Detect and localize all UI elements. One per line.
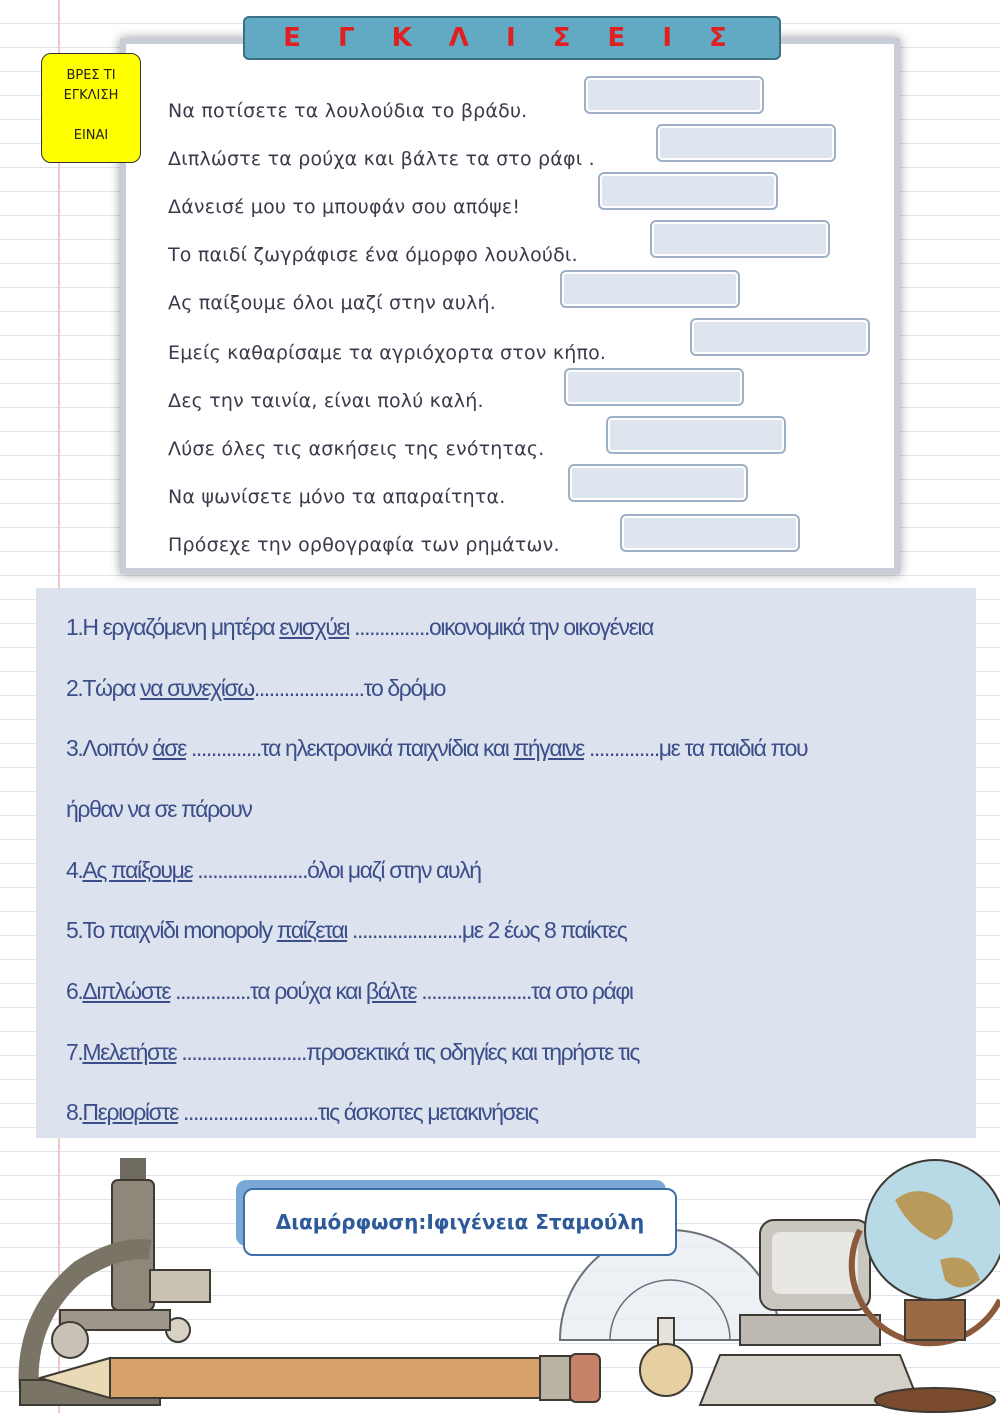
fill-line-4: 4.Ας παίξουμε ......................όλοι μαζί στην αυλή (66, 857, 481, 883)
note-line-2: ΕΓΚΛΙΣΗ (63, 88, 119, 103)
verb-4: Ας παίξουμε (82, 857, 193, 883)
pencil-icon (40, 1354, 600, 1402)
fill-line-7: 7.Μελετήστε .........................προσεκτικά τις οδηγίες και τηρήστε τις (66, 1039, 640, 1065)
verb-7: Μελετήστε (82, 1039, 177, 1065)
verb-8: Περιορίστε (82, 1099, 178, 1125)
verb-3b: πήγαινε (513, 735, 584, 761)
answer-box-9[interactable] (568, 464, 748, 502)
note-line-1: ΒΡΕΣ ΤΙ (66, 68, 116, 83)
page-title: Ε Γ Κ Λ Ι Σ Ε Ι Σ (283, 23, 741, 53)
sentence-6: Εμείς καθαρίσαμε τα αγριόχορτα στον κήπο. (168, 342, 607, 364)
exercise-panel (120, 38, 900, 574)
answer-box-2[interactable] (656, 124, 836, 162)
instruction-note (41, 53, 141, 163)
answer-box-10[interactable] (620, 514, 800, 552)
fill-line-3: 3.Λοιπόν άσε ..............τα ηλεκτρονικά παιχνίδια και πήγαινε ..............με τα παιδιά που (66, 735, 808, 761)
note-line-3: ΕΙΝΑΙ (73, 128, 109, 143)
answer-box-7[interactable] (564, 368, 744, 406)
fill-line-8: 8.Περιορίστε ...........................τις άσκοπες μετακινήσεις (66, 1099, 538, 1125)
fill-line-2: 2.Τώρα να συνεχίσω......................το δρόμο (66, 675, 446, 701)
sentence-8: Λύσε όλες τις ασκήσεις της ενότητας. (168, 438, 545, 460)
verb-1: ενισχύει (279, 614, 350, 640)
sentence-5: Ας παίξουμε όλοι μαζί στην αυλή. (168, 292, 496, 314)
verb-2: να συνεχίσω (140, 675, 254, 701)
verb-3a: άσε (152, 735, 186, 761)
fill-in-panel (36, 588, 976, 1138)
fill-line-5: 5.Το παιχνίδι monopoly παίζεται ......................με 2 έως 8 παίκτες (66, 917, 627, 943)
fill-line-6: 6.Διπλώστε ...............τα ρούχα και βάλτε ......................τα στο ράφι (66, 978, 633, 1004)
answer-box-6[interactable] (690, 318, 870, 356)
fill-line-3-continued: ήρθαν να σε πάρουν (66, 796, 252, 822)
answer-box-4[interactable] (650, 220, 830, 258)
fill-line-1: 1.Η εργαζόμενη μητέρα ενισχύει ...............οικονομικά την οικογένεια (66, 614, 654, 640)
verb-5: παίζεται (276, 917, 348, 943)
sentence-4: Το παιδί ζωγράφισε ένα όμορφο λουλούδι. (168, 244, 578, 266)
sentence-7: Δες την ταινία, είναι πολύ καλή. (168, 390, 484, 412)
answer-box-5[interactable] (560, 270, 740, 308)
title-bar (243, 16, 781, 60)
credit-text: Διαμόρφωση:Ιφιγένεια Σταμούλη (275, 1210, 645, 1234)
verb-6a: Διπλώστε (82, 978, 171, 1004)
sentence-1: Να ποτίσετε τα λουλούδια το βράδυ. (168, 100, 528, 122)
answer-box-8[interactable] (606, 416, 786, 454)
verb-6b: βάλτε (365, 978, 417, 1004)
sentence-10: Πρόσεχε την ορθογραφία των ρημάτων. (168, 534, 560, 556)
answer-box-3[interactable] (598, 172, 778, 210)
answer-box-1[interactable] (584, 76, 764, 114)
credit-box (243, 1188, 677, 1256)
sentence-2: Διπλώστε τα ρούχα και βάλτε τα στο ράφι . (168, 148, 595, 170)
sentence-9: Να ψωνίσετε μόνο τα απαραίτητα. (168, 486, 506, 508)
sentence-3: Δάνεισέ μου το μπουφάν σου απόψε! (168, 196, 521, 218)
